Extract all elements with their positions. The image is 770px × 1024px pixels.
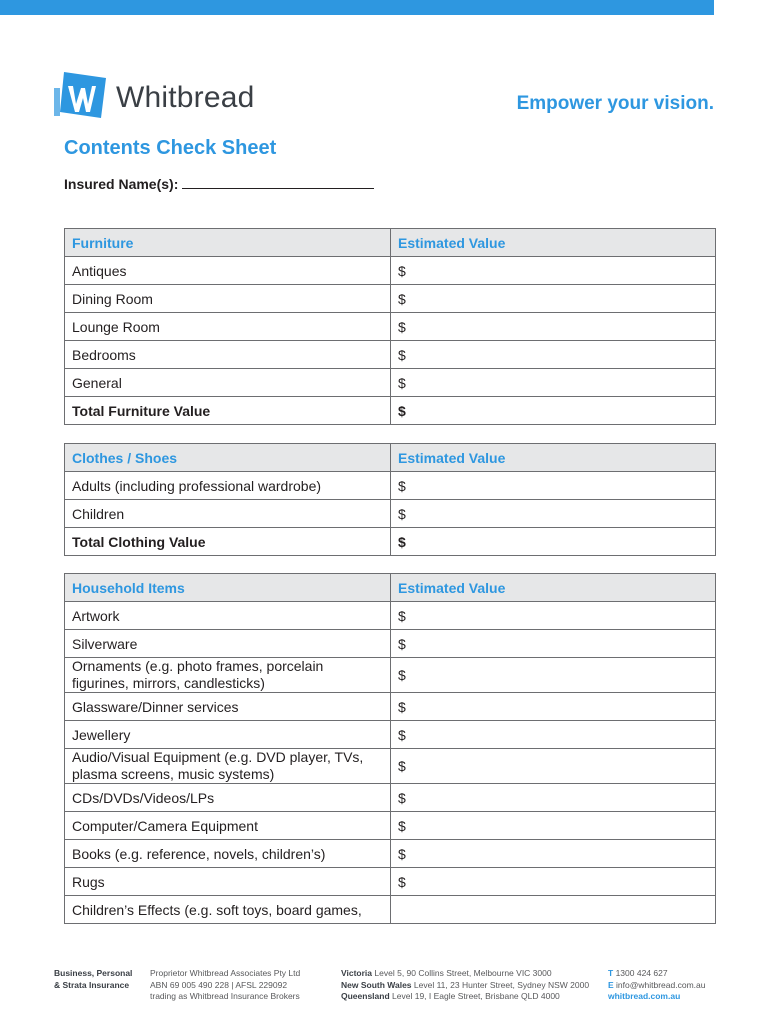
row-label: Antiques [65, 257, 391, 285]
value-cell[interactable]: $ [391, 630, 716, 658]
footer-address: Level 19, I Eagle Street, Brisbane QLD 4000 [392, 991, 560, 1001]
email-label: E [608, 979, 614, 990]
table-row [65, 472, 716, 500]
clothes-table [64, 443, 716, 556]
table-row [65, 257, 716, 285]
total-row [65, 397, 716, 425]
footer-line: Business, Personal [54, 968, 133, 978]
table-row [65, 896, 716, 924]
table-row [65, 500, 716, 528]
row-label: Rugs [65, 868, 391, 896]
email-link[interactable]: info@whitbread.com.au [616, 979, 706, 990]
footer-address: Level 5, 90 Collins Street, Melbourne VIC 3000 [374, 968, 552, 978]
row-label: CDs/DVDs/Videos/LPs [65, 784, 391, 812]
footer-addresses [341, 968, 589, 1003]
row-label: Computer/Camera Equipment [65, 812, 391, 840]
table-row [65, 658, 716, 693]
whitbread-logo-icon [54, 66, 110, 124]
table-row [65, 313, 716, 341]
value-cell[interactable]: $ [391, 749, 716, 784]
footer-line: Proprietor Whitbread Associates Pty Ltd [150, 968, 301, 978]
table-row [65, 630, 716, 658]
phone-number[interactable]: 1300 424 627 [615, 968, 668, 978]
footer-contact [608, 968, 705, 1003]
value-cell[interactable]: $ [391, 868, 716, 896]
insured-names-label: Insured Name(s): [64, 176, 179, 192]
value-cell[interactable]: $ [391, 369, 716, 397]
furniture-value-header: Estimated Value [391, 229, 716, 257]
row-label: Silverware [65, 630, 391, 658]
table-row [65, 341, 716, 369]
footer-line: ABN 69 005 490 228 | AFSL 229092 [150, 979, 288, 990]
table-row [65, 602, 716, 630]
table-row [65, 749, 716, 784]
insured-names-field[interactable] [64, 176, 374, 192]
household-value-header: Estimated Value [391, 574, 716, 602]
household-header: Household Items [65, 574, 391, 602]
table-row [65, 285, 716, 313]
page-title: Contents Check Sheet [64, 137, 277, 159]
top-accent-bar [0, 0, 714, 15]
footer-state: Queensland [341, 991, 390, 1001]
row-label: Total Clothing Value [65, 528, 391, 556]
tagline: Empower your vision. [516, 93, 714, 114]
table-row [65, 868, 716, 896]
row-label: Children [65, 500, 391, 528]
value-cell[interactable]: $ [391, 472, 716, 500]
value-cell[interactable]: $ [391, 500, 716, 528]
clothes-header: Clothes / Shoes [65, 444, 391, 472]
value-cell[interactable]: $ [391, 528, 716, 556]
value-cell[interactable]: $ [391, 285, 716, 313]
household-table [64, 573, 716, 924]
phone-label: T [608, 968, 614, 978]
value-cell[interactable]: $ [391, 721, 716, 749]
footer-tagline [54, 968, 132, 991]
table-row [65, 721, 716, 749]
row-label: Bedrooms [65, 341, 391, 369]
table-row [65, 693, 716, 721]
row-label: Glassware/Dinner services [65, 693, 391, 721]
value-cell[interactable]: $ [391, 257, 716, 285]
insured-names-line[interactable] [182, 176, 374, 189]
row-label: Children’s Effects (e.g. soft toys, board games, [65, 896, 391, 924]
footer-state: New South Wales [341, 979, 412, 990]
furniture-table [64, 228, 716, 425]
table-row [65, 784, 716, 812]
value-cell[interactable]: $ [391, 693, 716, 721]
footer-line: & Strata Insurance [54, 979, 130, 990]
website-link[interactable]: whitbread.com.au [608, 991, 681, 1001]
row-label: Artwork [65, 602, 391, 630]
footer-company [150, 968, 300, 1003]
row-label: General [65, 369, 391, 397]
footer-address: Level 11, 23 Hunter Street, Sydney NSW 2000 [413, 979, 590, 990]
row-label: Ornaments (e.g. photo frames, porcelain figurines, mirrors, candlesticks) [65, 658, 391, 693]
brand-name: Whitbread [116, 81, 255, 114]
furniture-header: Furniture [65, 229, 391, 257]
total-row [65, 528, 716, 556]
clothes-value-header: Estimated Value [391, 444, 716, 472]
table-row [65, 812, 716, 840]
row-label: Lounge Room [65, 313, 391, 341]
row-label: Adults (including professional wardrobe) [65, 472, 391, 500]
value-cell[interactable]: $ [391, 784, 716, 812]
footer-line: trading as Whitbread Insurance Brokers [150, 991, 300, 1001]
value-cell[interactable]: $ [391, 397, 716, 425]
value-cell[interactable]: $ [391, 602, 716, 630]
value-cell[interactable]: $ [391, 658, 716, 693]
value-cell[interactable]: $ [391, 840, 716, 868]
row-label: Books (e.g. reference, novels, children’s) [65, 840, 391, 868]
value-cell[interactable]: $ [391, 341, 716, 369]
footer-state: Victoria [341, 968, 373, 978]
value-cell[interactable]: $ [391, 313, 716, 341]
value-cell[interactable] [391, 896, 716, 924]
whitbread-logo [54, 66, 269, 124]
table-row [65, 840, 716, 868]
row-label: Audio/Visual Equipment (e.g. DVD player, TVs, plasma screens, music systems) [65, 749, 391, 784]
table-row [65, 369, 716, 397]
row-label: Jewellery [65, 721, 391, 749]
value-cell[interactable]: $ [391, 812, 716, 840]
row-label: Total Furniture Value [65, 397, 391, 425]
row-label: Dining Room [65, 285, 391, 313]
